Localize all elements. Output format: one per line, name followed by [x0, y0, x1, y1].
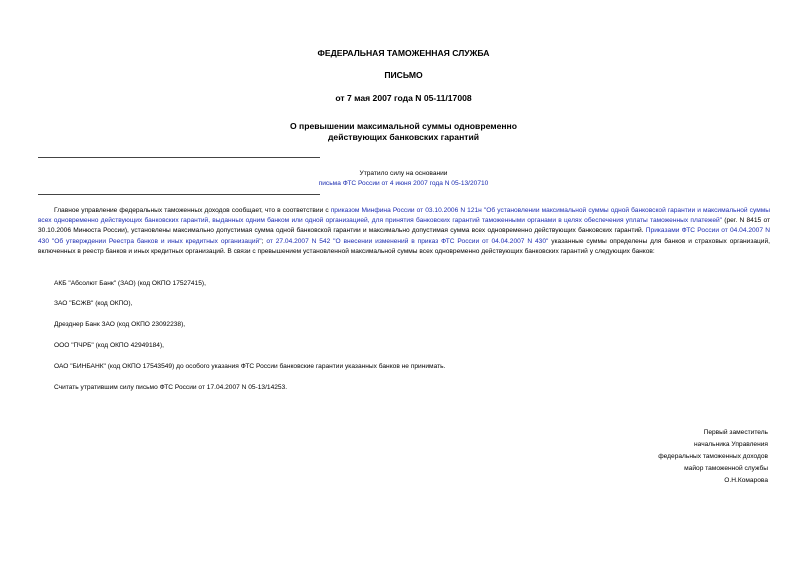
bank-item: ЗАО "БСЖВ" (код ОКПО),: [54, 300, 133, 307]
paragraph-text-1: Главное управление федеральных таможенных доходов сообщает, что в соответствии с: [54, 207, 331, 214]
signature-line-4: майор таможенной службы: [684, 465, 768, 472]
document-title: [0, 121, 807, 143]
document-type: ПИСЬМО: [384, 70, 423, 80]
document-date-number: от 7 мая 2007 года N 05-11/17008: [335, 93, 472, 103]
title-line-2: действующих банковских гарантий: [327, 132, 480, 142]
main-paragraph: [38, 206, 770, 257]
status-note: [0, 169, 807, 189]
bank-item: ОАО "БИНБАНК" (код ОКПО 17543549) до особого указания ФТС России банковские гарантии указанных банков не принимать.: [54, 363, 446, 370]
order-fts-430-link[interactable]: Приказами ФТС России от 04.04.2007 N 430 "Об утверждении Реестра банков и иных кредитных организаций": [38, 227, 770, 245]
bank-item: ООО "ПЧРБ" (код ОКПО 42949184),: [54, 342, 164, 349]
paragraph-text-4: указанные суммы определены для банков и страховых организаций, включенных в реестр банков и иных кредитных организаций. В связи с превышением установленной максимальной суммы всех одновременно действующих банковских гарантий у следующих банков:: [38, 237, 770, 255]
agency-name: ФЕДЕРАЛЬНАЯ ТАМОЖЕННАЯ СЛУЖБА: [317, 48, 490, 58]
signature-block: [518, 427, 768, 487]
status-note-text: Утратило силу на основании: [359, 170, 448, 177]
title-line-1: О превышении максимальной суммы одновременно: [289, 121, 518, 131]
closing-statement: Считать утратившим силу письмо ФТС России от 17.04.2007 N 05-13/14253.: [54, 384, 288, 391]
status-note-link[interactable]: письма ФТС России от 4 июня 2007 года N 05-13/20710: [318, 180, 489, 187]
order-minfin-link[interactable]: приказом Минфина России от 03.10.2006 N 121н "Об установлении максимальной суммы одной банковской гарантии и максимальной суммы всех одновременно действующих банковских гарантий, выданных одним банком или одной организацией, для принятия банковских гарантий таможенными органами в целях обеспечения уплаты таможенных платежей": [38, 207, 770, 225]
signature-line-2: начальника Управления: [694, 441, 768, 448]
order-fts-542-link[interactable]: от 27.04.2007 N 542 "О внесении изменений в приказ ФТС России от 04.04.2007 N 430": [266, 237, 549, 245]
divider-top: [38, 157, 320, 158]
paragraph-text-3: ;: [261, 237, 267, 245]
paragraph-text-2: (рег. N 8415 от 30.10.2006 Минюста России), установлены максимально допустимая сумма одной банковской гарантии и максимально допустимая сумма всех одновременно действующих банковских гарантий.: [38, 217, 770, 235]
bank-item: АКБ "Абсолют Банк" (ЗАО) (код ОКПО 17527415),: [54, 280, 206, 287]
divider-bottom: [38, 194, 320, 195]
signature-name: О.Н.Комарова: [724, 477, 768, 484]
bank-item: Дрезднер Банк ЗАО (код ОКПО 23092238),: [54, 321, 186, 328]
signature-line-1: Первый заместитель: [703, 429, 768, 436]
signature-line-3: федеральных таможенных доходов: [658, 453, 768, 460]
